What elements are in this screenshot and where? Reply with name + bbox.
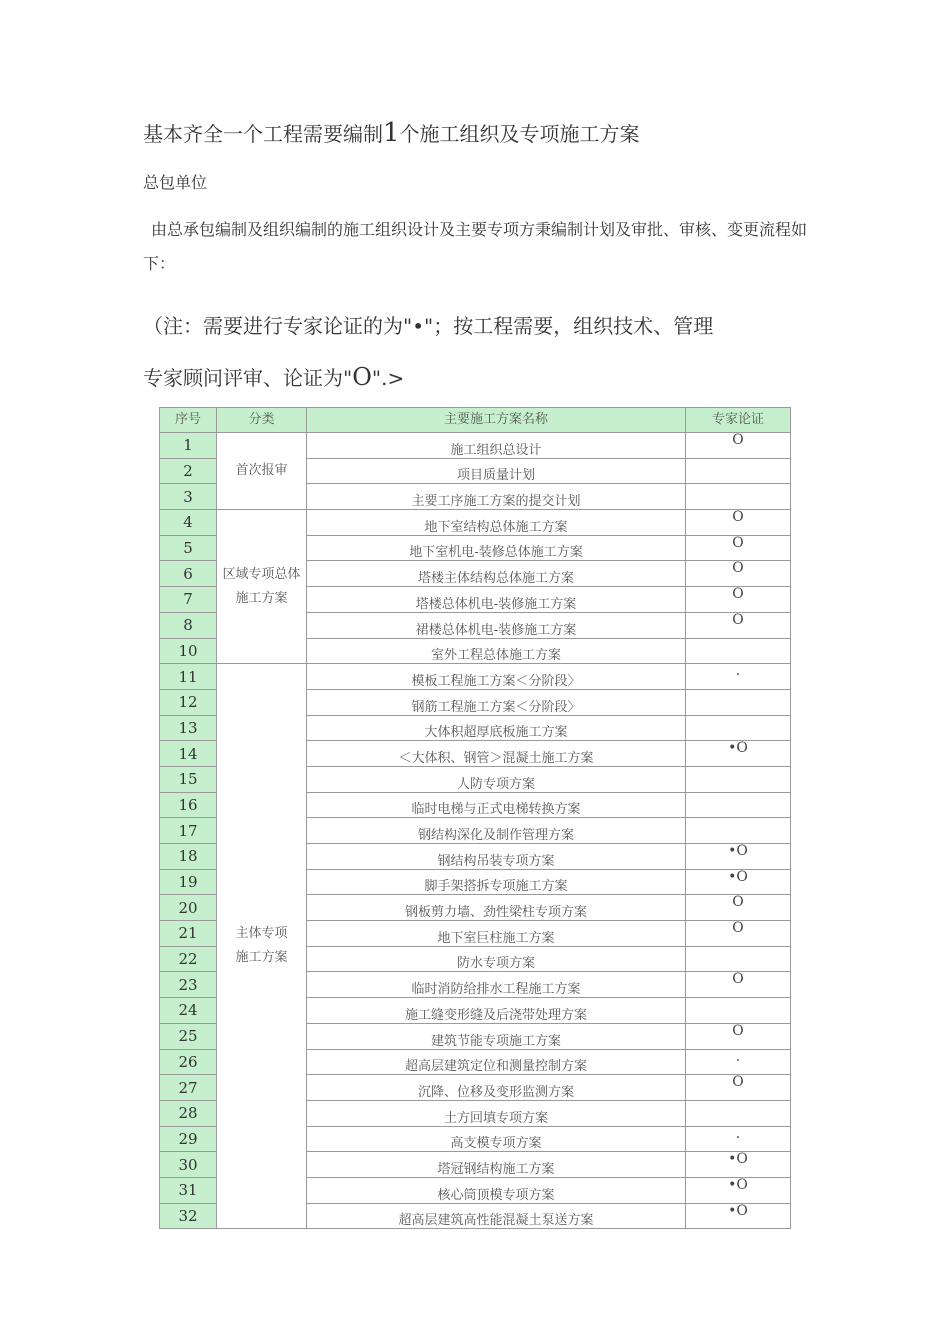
plan-name-cell: 人防专项方案 [307,766,686,792]
plan-name-cell: 临时消防给排水工程施工方案 [307,972,686,998]
category-cell: 主体专项施工方案 [217,664,307,1229]
row-number: 24 [160,998,217,1024]
category-cell: 首次报审 [217,433,307,510]
row-number: 10 [160,638,217,664]
row-number: 4 [160,510,217,536]
expert-review-cell: O [686,972,791,998]
plan-name-cell: 塔楼主体结构总体施工方案 [307,561,686,587]
expert-review-cell: •O [686,869,791,895]
title-prefix: 基本齐全一个工程需要编制 [143,122,383,146]
note-line-2-suffix: ".> [371,366,405,390]
note-line-2-prefix: 专家顾问评审、论证为" [143,366,353,390]
plan-name-cell: 地下室巨柱施工方案 [307,921,686,947]
plan-name-cell: 裙楼总体机电-装修施工方案 [307,612,686,638]
header-expert: 专家论证 [686,408,791,433]
title-suffix: 个施工组织及专项施工方案 [399,122,640,146]
title-number: 1 [383,118,400,148]
expert-review-cell: . [686,664,791,690]
expert-review-cell [686,818,791,844]
plan-name-cell: 钢结构深化及制作管理方案 [307,818,686,844]
expert-review-cell [686,946,791,972]
plan-name-cell: 沉降、位移及变形监测方案 [307,1075,686,1101]
plan-name-cell: 超高层建筑定位和测量控制方案 [307,1049,686,1075]
plan-name-cell: 塔楼总体机电-装修施工方案 [307,587,686,613]
plan-name-cell: 高支模专项方案 [307,1126,686,1152]
plan-name-cell: 主要工序施工方案的提交计划 [307,484,686,510]
expert-review-cell [686,792,791,818]
expert-review-cell: •O [686,1152,791,1178]
row-number: 16 [160,792,217,818]
note-line-2 [143,362,404,391]
row-number: 31 [160,1177,217,1203]
intro-paragraph: 由总承包编制及组织编制的施工组织设计及主要专项方秉编制计划及审批、审核、变更流程如下： [143,220,808,273]
plan-name-cell: 地下室机电-装修总体施工方案 [307,535,686,561]
expert-review-cell [686,766,791,792]
row-number: 3 [160,484,217,510]
header-category: 分类 [217,408,307,433]
expert-review-cell: O [686,510,791,536]
expert-review-cell: O [686,612,791,638]
row-number: 32 [160,1203,217,1229]
plan-name-cell: 核心筒顶模专项方案 [307,1177,686,1203]
note-line-1: （注：需要进行专家论证的为"•"；按工程需要，组织技术、管理 [143,314,714,338]
expert-review-cell [686,689,791,715]
expert-review-cell: •O [686,1203,791,1229]
row-number: 18 [160,844,217,870]
row-number: 5 [160,535,217,561]
row-number: 30 [160,1152,217,1178]
row-number: 15 [160,766,217,792]
row-number: 12 [160,689,217,715]
row-number: 22 [160,946,217,972]
expert-review-cell: O [686,433,791,459]
row-number: 19 [160,869,217,895]
row-number: 7 [160,587,217,613]
plan-name-cell: 塔冠钢结构施工方案 [307,1152,686,1178]
plan-name-cell: 施工组织总设计 [307,433,686,459]
row-number: 25 [160,1023,217,1049]
plan-name-cell: 钢筋工程施工方案＜分阶段〉 [307,689,686,715]
row-number: 2 [160,458,217,484]
expert-review-cell [686,998,791,1024]
row-number: 29 [160,1126,217,1152]
plan-name-cell: 土方回填专项方案 [307,1100,686,1126]
category-cell: 区域专项总体施工方案 [217,510,307,664]
row-number: 11 [160,664,217,690]
expert-review-cell: O [686,535,791,561]
table-header-row [160,408,791,433]
expert-review-cell [686,715,791,741]
plan-name-cell: 超高层建筑高性能混凝土泵送方案 [307,1203,686,1229]
expert-review-cell: . [686,1126,791,1152]
table-row [160,433,791,459]
plan-name-cell: 室外工程总体施工方案 [307,638,686,664]
plan-name-cell: 施工缝变形缝及后浇带处理方案 [307,998,686,1024]
row-number: 28 [160,1100,217,1126]
row-number: 23 [160,972,217,998]
expert-review-cell [686,1100,791,1126]
plan-name-cell: 钢结构吊装专项方案 [307,844,686,870]
plan-name-cell: 建筑节能专项施工方案 [307,1023,686,1049]
construction-plan-table [159,407,791,1229]
plan-name-cell: 项目质量计划 [307,458,686,484]
expert-review-cell: O [686,1023,791,1049]
table-row [160,510,791,536]
expert-review-cell: O [686,921,791,947]
row-number: 13 [160,715,217,741]
document-title [143,118,640,148]
expert-review-cell: •O [686,741,791,767]
table-row [160,664,791,690]
plan-name-cell: 临时电梯与正式电梯转换方案 [307,792,686,818]
row-number: 27 [160,1075,217,1101]
expert-review-cell: O [686,587,791,613]
row-number: 26 [160,1049,217,1075]
row-number: 6 [160,561,217,587]
plan-name-cell: 脚手架搭拆专项施工方案 [307,869,686,895]
expert-review-cell: O [686,1075,791,1101]
row-number: 20 [160,895,217,921]
expert-review-cell: . [686,1049,791,1075]
plan-name-cell: 模板工程施工方案＜分阶段〉 [307,664,686,690]
plan-name-cell: 防水专项方案 [307,946,686,972]
plan-name-cell: 地下室结构总体施工方案 [307,510,686,536]
expert-review-cell [686,638,791,664]
header-plan-name: 主要施工方案名称 [307,408,686,433]
row-number: 21 [160,921,217,947]
row-number: 17 [160,818,217,844]
expert-review-cell [686,484,791,510]
note-mark: O [352,363,372,391]
expert-review-cell: •O [686,844,791,870]
plan-name-cell: 大体积超厚底板施工方案 [307,715,686,741]
plan-name-cell: 钢板剪力墙、劲性梁柱专项方案 [307,895,686,921]
expert-review-cell [686,458,791,484]
plan-name-cell: ＜大体积、钢管＞混凝土施工方案 [307,741,686,767]
expert-review-cell: O [686,895,791,921]
row-number: 14 [160,741,217,767]
expert-review-cell: O [686,561,791,587]
expert-review-cell: •O [686,1177,791,1203]
row-number: 1 [160,433,217,459]
table-body [160,433,791,1229]
row-number: 8 [160,612,217,638]
header-seq: 序号 [160,408,217,433]
contractor-label: 总包单位 [143,173,208,192]
